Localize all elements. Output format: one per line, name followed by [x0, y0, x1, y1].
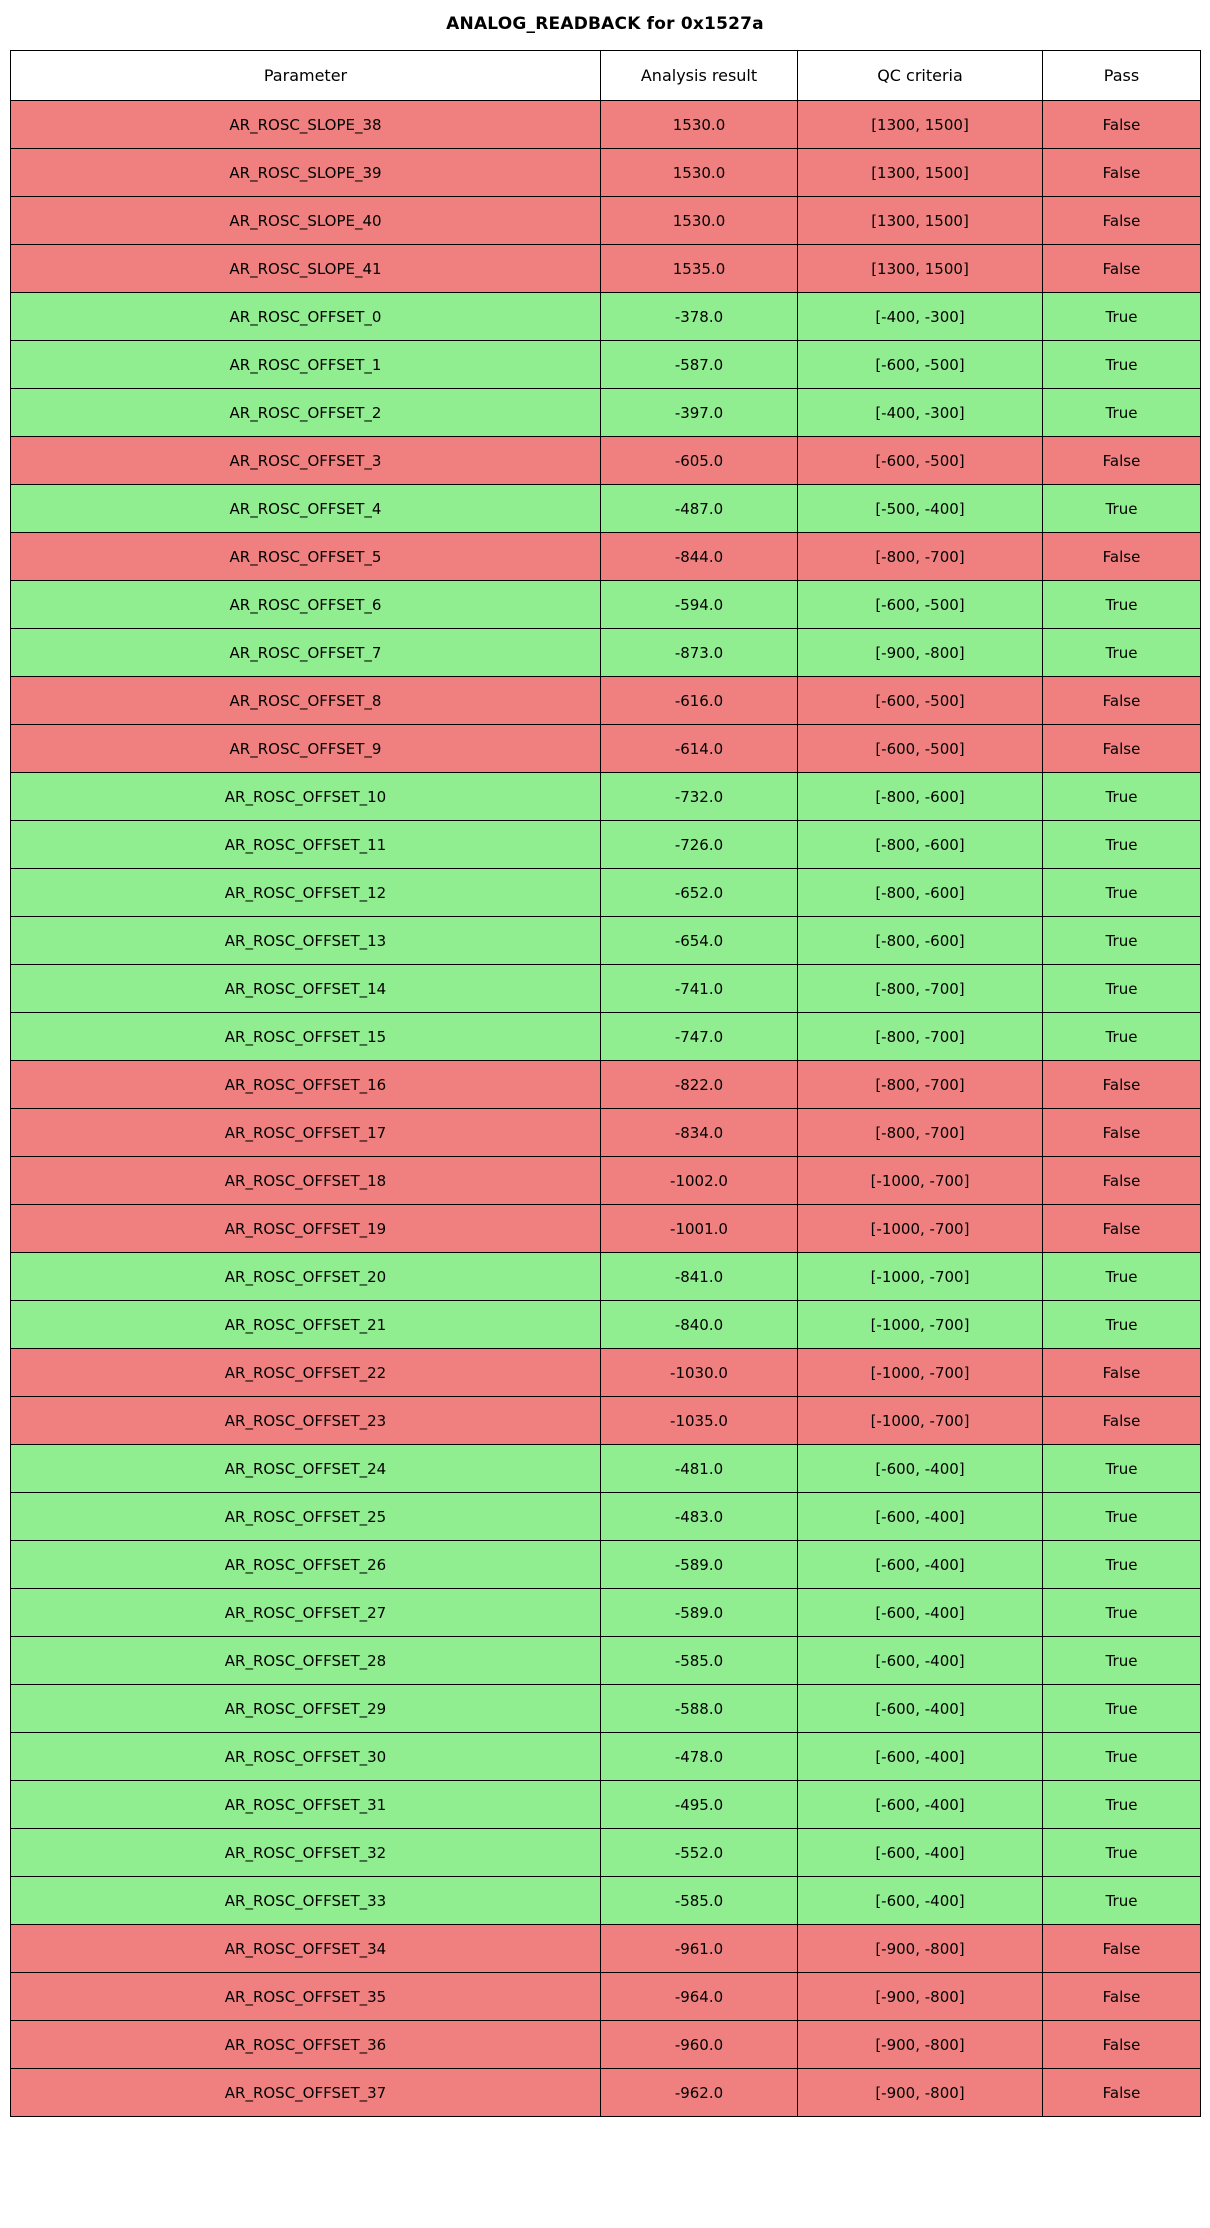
cell-parameter: AR_ROSC_OFFSET_16 [11, 1061, 601, 1109]
cell-pass: False [1043, 2069, 1201, 2117]
cell-qc-criteria: [-900, -800] [798, 2021, 1043, 2069]
cell-qc-criteria: [-800, -700] [798, 965, 1043, 1013]
cell-pass: False [1043, 1157, 1201, 1205]
cell-pass: True [1043, 773, 1201, 821]
cell-parameter: AR_ROSC_OFFSET_12 [11, 869, 601, 917]
cell-pass: True [1043, 917, 1201, 965]
cell-parameter: AR_ROSC_OFFSET_30 [11, 1733, 601, 1781]
cell-pass: True [1043, 1445, 1201, 1493]
table-row [11, 1829, 1201, 1877]
cell-parameter: AR_ROSC_OFFSET_1 [11, 341, 601, 389]
cell-pass: False [1043, 437, 1201, 485]
cell-qc-criteria: [-600, -500] [798, 677, 1043, 725]
cell-pass: True [1043, 1877, 1201, 1925]
column-header-parameter: Parameter [11, 51, 601, 101]
cell-pass: True [1043, 1685, 1201, 1733]
table-row [11, 1781, 1201, 1829]
table-row [11, 1445, 1201, 1493]
cell-qc-criteria: [-400, -300] [798, 293, 1043, 341]
table-row [11, 149, 1201, 197]
cell-parameter: AR_ROSC_OFFSET_15 [11, 1013, 601, 1061]
cell-parameter: AR_ROSC_OFFSET_26 [11, 1541, 601, 1589]
cell-parameter: AR_ROSC_OFFSET_33 [11, 1877, 601, 1925]
cell-qc-criteria: [-600, -500] [798, 581, 1043, 629]
cell-analysis-result: -1030.0 [601, 1349, 798, 1397]
cell-parameter: AR_ROSC_SLOPE_41 [11, 245, 601, 293]
column-header-analysis-result: Analysis result [601, 51, 798, 101]
cell-qc-criteria: [-900, -800] [798, 629, 1043, 677]
cell-parameter: AR_ROSC_OFFSET_17 [11, 1109, 601, 1157]
cell-pass: True [1043, 629, 1201, 677]
cell-analysis-result: 1530.0 [601, 101, 798, 149]
column-header-qc-criteria: QC criteria [798, 51, 1043, 101]
table-row [11, 1061, 1201, 1109]
cell-pass: True [1043, 821, 1201, 869]
cell-pass: True [1043, 1829, 1201, 1877]
cell-qc-criteria: [-1000, -700] [798, 1397, 1043, 1445]
cell-parameter: AR_ROSC_SLOPE_40 [11, 197, 601, 245]
cell-parameter: AR_ROSC_OFFSET_20 [11, 1253, 601, 1301]
table-row [11, 581, 1201, 629]
cell-pass: True [1043, 293, 1201, 341]
cell-analysis-result: -822.0 [601, 1061, 798, 1109]
cell-analysis-result: -834.0 [601, 1109, 798, 1157]
cell-qc-criteria: [-600, -400] [798, 1829, 1043, 1877]
cell-pass: False [1043, 101, 1201, 149]
cell-analysis-result: -964.0 [601, 1973, 798, 2021]
cell-qc-criteria: [-900, -800] [798, 1925, 1043, 1973]
cell-qc-criteria: [1300, 1500] [798, 197, 1043, 245]
table-row [11, 1301, 1201, 1349]
cell-parameter: AR_ROSC_OFFSET_28 [11, 1637, 601, 1685]
table-row [11, 245, 1201, 293]
cell-parameter: AR_ROSC_OFFSET_18 [11, 1157, 601, 1205]
cell-qc-criteria: [-900, -800] [798, 1973, 1043, 2021]
cell-pass: True [1043, 1637, 1201, 1685]
cell-qc-criteria: [-600, -400] [798, 1877, 1043, 1925]
cell-qc-criteria: [-1000, -700] [798, 1157, 1043, 1205]
cell-pass: True [1043, 581, 1201, 629]
cell-qc-criteria: [-600, -400] [798, 1589, 1043, 1637]
qc-results-table [10, 50, 1201, 2117]
cell-qc-criteria: [-1000, -700] [798, 1301, 1043, 1349]
cell-parameter: AR_ROSC_OFFSET_8 [11, 677, 601, 725]
cell-qc-criteria: [-400, -300] [798, 389, 1043, 437]
cell-parameter: AR_ROSC_OFFSET_22 [11, 1349, 601, 1397]
table-row [11, 1013, 1201, 1061]
table-row [11, 1733, 1201, 1781]
table-row [11, 1493, 1201, 1541]
cell-pass: False [1043, 1397, 1201, 1445]
cell-analysis-result: -960.0 [601, 2021, 798, 2069]
cell-parameter: AR_ROSC_OFFSET_13 [11, 917, 601, 965]
cell-pass: False [1043, 725, 1201, 773]
table-row [11, 965, 1201, 1013]
table-row [11, 437, 1201, 485]
cell-analysis-result: -487.0 [601, 485, 798, 533]
cell-parameter: AR_ROSC_OFFSET_4 [11, 485, 601, 533]
cell-qc-criteria: [1300, 1500] [798, 245, 1043, 293]
table-header-row [11, 51, 1201, 101]
cell-analysis-result: 1535.0 [601, 245, 798, 293]
cell-qc-criteria: [-1000, -700] [798, 1349, 1043, 1397]
cell-parameter: AR_ROSC_OFFSET_5 [11, 533, 601, 581]
cell-pass: True [1043, 869, 1201, 917]
table-row [11, 1589, 1201, 1637]
cell-qc-criteria: [-600, -400] [798, 1541, 1043, 1589]
qc-table-container [0, 50, 1210, 2117]
cell-analysis-result: -732.0 [601, 773, 798, 821]
cell-analysis-result: -378.0 [601, 293, 798, 341]
table-row [11, 725, 1201, 773]
cell-analysis-result: -840.0 [601, 1301, 798, 1349]
cell-analysis-result: -1002.0 [601, 1157, 798, 1205]
cell-qc-criteria: [-600, -400] [798, 1781, 1043, 1829]
cell-analysis-result: -594.0 [601, 581, 798, 629]
cell-qc-criteria: [-600, -400] [798, 1733, 1043, 1781]
cell-analysis-result: -616.0 [601, 677, 798, 725]
cell-pass: False [1043, 1061, 1201, 1109]
cell-qc-criteria: [-800, -600] [798, 821, 1043, 869]
cell-parameter: AR_ROSC_OFFSET_10 [11, 773, 601, 821]
cell-qc-criteria: [1300, 1500] [798, 101, 1043, 149]
cell-qc-criteria: [-900, -800] [798, 2069, 1043, 2117]
cell-analysis-result: -552.0 [601, 1829, 798, 1877]
table-row [11, 1253, 1201, 1301]
column-header-pass: Pass [1043, 51, 1201, 101]
cell-qc-criteria: [-1000, -700] [798, 1253, 1043, 1301]
cell-pass: True [1043, 965, 1201, 1013]
table-row [11, 1637, 1201, 1685]
cell-analysis-result: -478.0 [601, 1733, 798, 1781]
cell-parameter: AR_ROSC_OFFSET_2 [11, 389, 601, 437]
table-row [11, 869, 1201, 917]
cell-qc-criteria: [-800, -700] [798, 1013, 1043, 1061]
cell-analysis-result: -397.0 [601, 389, 798, 437]
cell-pass: True [1043, 389, 1201, 437]
cell-analysis-result: -726.0 [601, 821, 798, 869]
cell-qc-criteria: [-600, -400] [798, 1685, 1043, 1733]
cell-pass: False [1043, 1973, 1201, 2021]
table-row [11, 485, 1201, 533]
cell-analysis-result: -1001.0 [601, 1205, 798, 1253]
cell-analysis-result: -483.0 [601, 1493, 798, 1541]
cell-parameter: AR_ROSC_OFFSET_14 [11, 965, 601, 1013]
cell-pass: False [1043, 533, 1201, 581]
table-row [11, 677, 1201, 725]
cell-parameter: AR_ROSC_OFFSET_19 [11, 1205, 601, 1253]
cell-qc-criteria: [-800, -600] [798, 917, 1043, 965]
cell-pass: False [1043, 1205, 1201, 1253]
cell-parameter: AR_ROSC_OFFSET_27 [11, 1589, 601, 1637]
table-row [11, 1685, 1201, 1733]
cell-qc-criteria: [1300, 1500] [798, 149, 1043, 197]
cell-analysis-result: -747.0 [601, 1013, 798, 1061]
cell-analysis-result: -841.0 [601, 1253, 798, 1301]
cell-analysis-result: -873.0 [601, 629, 798, 677]
cell-pass: False [1043, 1109, 1201, 1157]
cell-parameter: AR_ROSC_OFFSET_25 [11, 1493, 601, 1541]
cell-pass: False [1043, 197, 1201, 245]
table-header [11, 51, 1201, 101]
cell-parameter: AR_ROSC_OFFSET_32 [11, 1829, 601, 1877]
cell-analysis-result: -588.0 [601, 1685, 798, 1733]
cell-parameter: AR_ROSC_OFFSET_9 [11, 725, 601, 773]
cell-pass: True [1043, 485, 1201, 533]
cell-analysis-result: -605.0 [601, 437, 798, 485]
cell-parameter: AR_ROSC_OFFSET_6 [11, 581, 601, 629]
cell-parameter: AR_ROSC_OFFSET_21 [11, 1301, 601, 1349]
cell-analysis-result: -585.0 [601, 1877, 798, 1925]
cell-pass: False [1043, 149, 1201, 197]
cell-analysis-result: -589.0 [601, 1541, 798, 1589]
cell-analysis-result: -844.0 [601, 533, 798, 581]
cell-pass: False [1043, 245, 1201, 293]
table-row [11, 1205, 1201, 1253]
cell-parameter: AR_ROSC_SLOPE_39 [11, 149, 601, 197]
cell-parameter: AR_ROSC_OFFSET_24 [11, 1445, 601, 1493]
table-row [11, 821, 1201, 869]
cell-analysis-result: -741.0 [601, 965, 798, 1013]
cell-qc-criteria: [-500, -400] [798, 485, 1043, 533]
table-row [11, 1877, 1201, 1925]
cell-analysis-result: -585.0 [601, 1637, 798, 1685]
cell-analysis-result: -652.0 [601, 869, 798, 917]
cell-analysis-result: -481.0 [601, 1445, 798, 1493]
cell-parameter: AR_ROSC_OFFSET_3 [11, 437, 601, 485]
table-row [11, 1541, 1201, 1589]
cell-pass: True [1043, 1541, 1201, 1589]
table-row [11, 917, 1201, 965]
cell-analysis-result: -961.0 [601, 1925, 798, 1973]
cell-parameter: AR_ROSC_OFFSET_0 [11, 293, 601, 341]
cell-pass: True [1043, 1301, 1201, 1349]
cell-parameter: AR_ROSC_OFFSET_29 [11, 1685, 601, 1733]
table-body [11, 101, 1201, 2117]
page-title: ANALOG_READBACK for 0x1527a [446, 14, 764, 34]
table-row [11, 533, 1201, 581]
cell-analysis-result: -589.0 [601, 1589, 798, 1637]
table-row [11, 1349, 1201, 1397]
table-row [11, 1397, 1201, 1445]
cell-analysis-result: -614.0 [601, 725, 798, 773]
table-row [11, 1925, 1201, 1973]
cell-analysis-result: 1530.0 [601, 149, 798, 197]
cell-pass: True [1043, 1013, 1201, 1061]
cell-analysis-result: -495.0 [601, 1781, 798, 1829]
cell-qc-criteria: [-800, -600] [798, 869, 1043, 917]
table-row [11, 197, 1201, 245]
cell-qc-criteria: [-600, -400] [798, 1493, 1043, 1541]
cell-analysis-result: 1530.0 [601, 197, 798, 245]
cell-pass: False [1043, 2021, 1201, 2069]
cell-pass: True [1043, 1781, 1201, 1829]
cell-pass: True [1043, 1733, 1201, 1781]
table-row [11, 101, 1201, 149]
cell-pass: False [1043, 1349, 1201, 1397]
cell-pass: True [1043, 1253, 1201, 1301]
table-row [11, 293, 1201, 341]
cell-pass: True [1043, 1493, 1201, 1541]
cell-qc-criteria: [-800, -700] [798, 1109, 1043, 1157]
cell-pass: False [1043, 677, 1201, 725]
table-row [11, 629, 1201, 677]
cell-parameter: AR_ROSC_OFFSET_31 [11, 1781, 601, 1829]
table-row [11, 1973, 1201, 2021]
cell-qc-criteria: [-800, -700] [798, 1061, 1043, 1109]
cell-parameter: AR_ROSC_OFFSET_34 [11, 1925, 601, 1973]
cell-parameter: AR_ROSC_OFFSET_11 [11, 821, 601, 869]
table-row [11, 2069, 1201, 2117]
cell-qc-criteria: [-800, -700] [798, 533, 1043, 581]
cell-parameter: AR_ROSC_OFFSET_37 [11, 2069, 601, 2117]
cell-analysis-result: -1035.0 [601, 1397, 798, 1445]
table-row [11, 341, 1201, 389]
cell-pass: False [1043, 1925, 1201, 1973]
cell-analysis-result: -962.0 [601, 2069, 798, 2117]
cell-parameter: AR_ROSC_OFFSET_23 [11, 1397, 601, 1445]
cell-parameter: AR_ROSC_SLOPE_38 [11, 101, 601, 149]
cell-parameter: AR_ROSC_OFFSET_35 [11, 1973, 601, 2021]
cell-qc-criteria: [-600, -400] [798, 1445, 1043, 1493]
cell-parameter: AR_ROSC_OFFSET_36 [11, 2021, 601, 2069]
table-row [11, 1109, 1201, 1157]
cell-qc-criteria: [-1000, -700] [798, 1205, 1043, 1253]
cell-qc-criteria: [-600, -400] [798, 1637, 1043, 1685]
cell-qc-criteria: [-600, -500] [798, 437, 1043, 485]
cell-qc-criteria: [-600, -500] [798, 725, 1043, 773]
cell-analysis-result: -587.0 [601, 341, 798, 389]
table-row [11, 2021, 1201, 2069]
table-row [11, 389, 1201, 437]
cell-parameter: AR_ROSC_OFFSET_7 [11, 629, 601, 677]
cell-pass: True [1043, 1589, 1201, 1637]
cell-analysis-result: -654.0 [601, 917, 798, 965]
cell-qc-criteria: [-600, -500] [798, 341, 1043, 389]
table-row [11, 773, 1201, 821]
table-row [11, 1157, 1201, 1205]
cell-pass: True [1043, 341, 1201, 389]
cell-qc-criteria: [-800, -600] [798, 773, 1043, 821]
